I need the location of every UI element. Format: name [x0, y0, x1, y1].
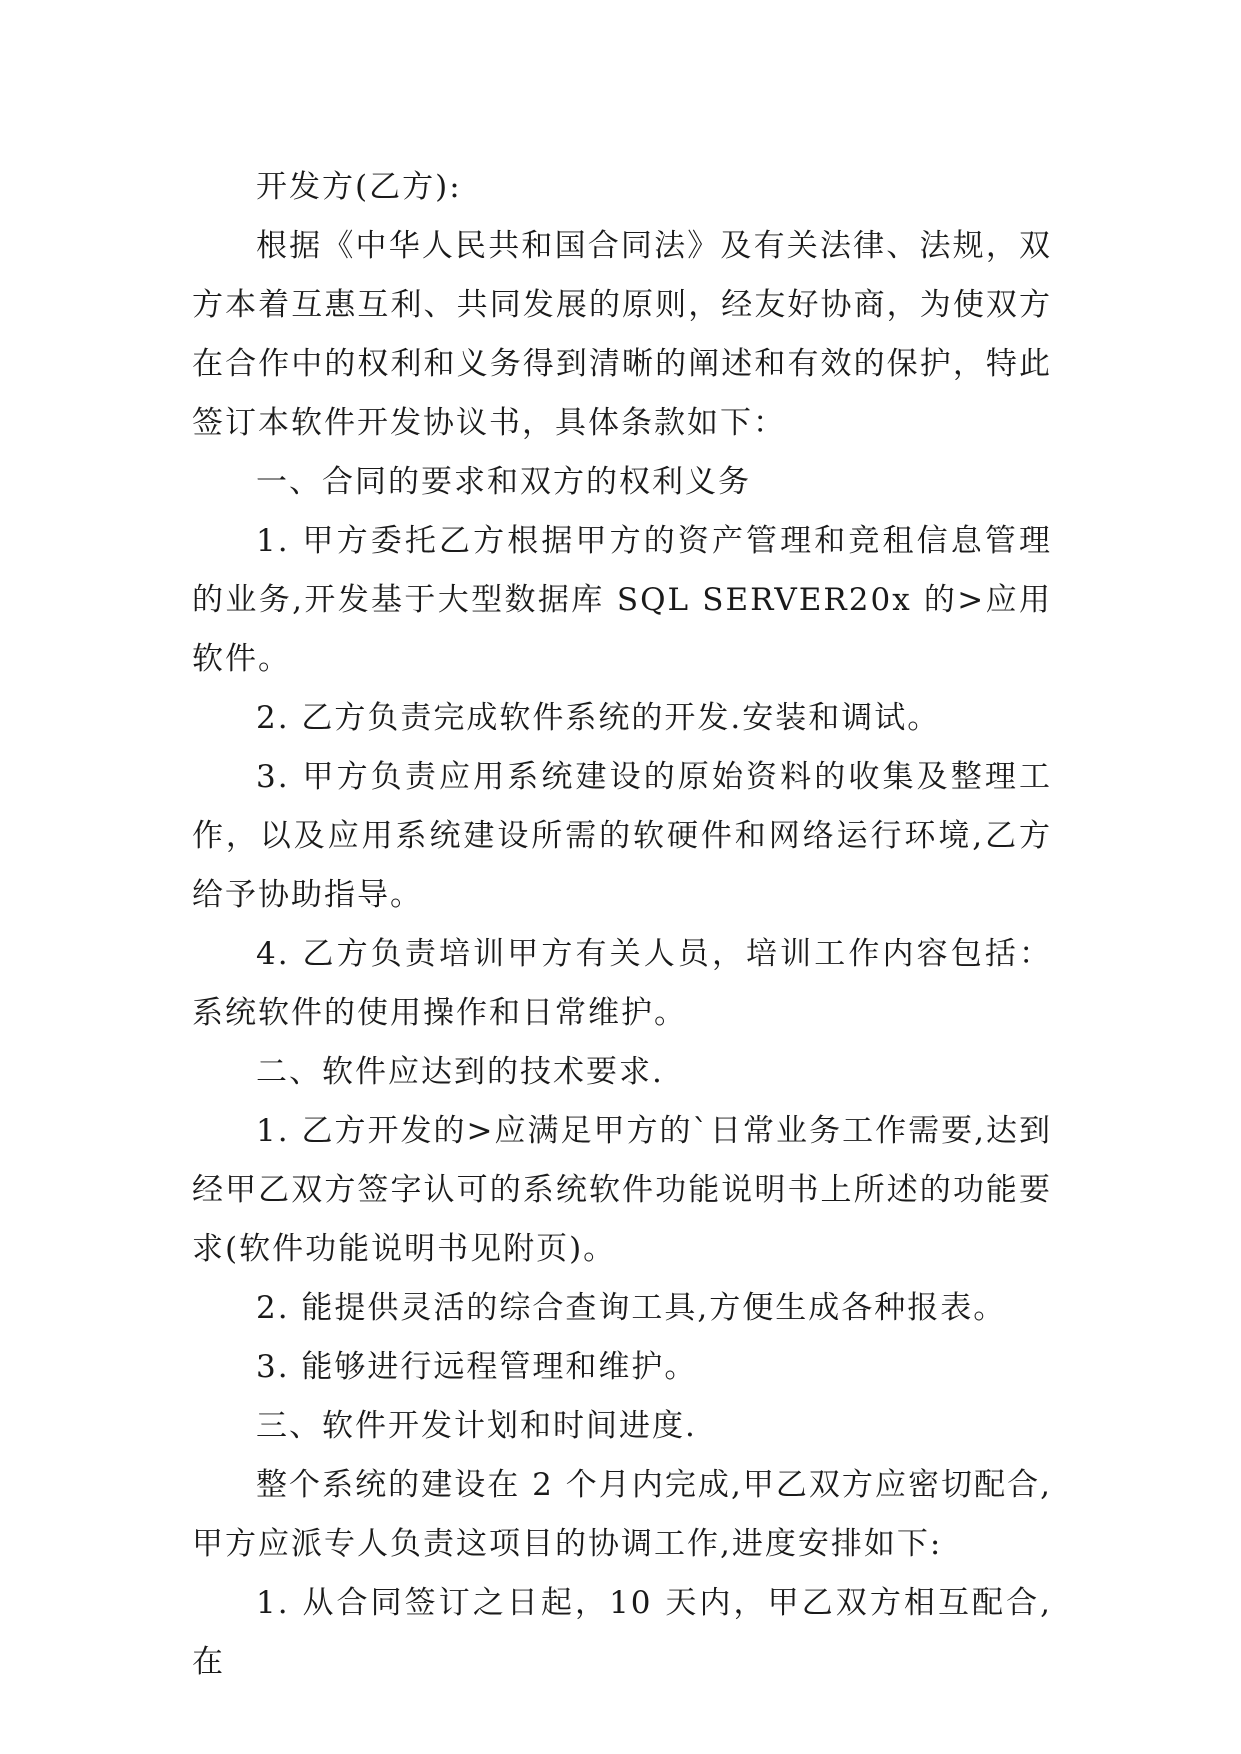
paragraph-developer-party: 开发方(乙方):: [256, 169, 462, 205]
section-heading-3: 三、软件开发计划和时间进度.: [256, 1408, 697, 1444]
clause-2-3: 3. 能够进行远程管理和维护。: [256, 1349, 698, 1385]
paragraph-schedule-intro: 整个系统的建设在 2 个月内完成,甲乙双方应密切配合,甲方应派专人负责这项目的协调工作,进度安排如下:: [192, 1467, 1052, 1562]
clause-3-1: 1. 从合同签订之日起，10 天内，甲乙双方相互配合,在: [192, 1585, 1052, 1680]
clause-1-1: 1. 甲方委托乙方根据甲方的资产管理和竞租信息管理的业务,开发基于大型数据库 SQL SERVER20x 的>应用软件。: [192, 523, 1052, 677]
section-heading-2: 二、软件应达到的技术要求.: [256, 1054, 664, 1090]
clause-1-2: 2. 乙方负责完成软件系统的开发.安装和调试。: [256, 700, 941, 736]
clause-2-1: 1. 乙方开发的>应满足甲方的`日常业务工作需要,达到经甲乙双方签字认可的系统软件功能说明书上所述的功能要求(软件功能说明书见附页)。: [192, 1113, 1052, 1267]
paragraph-preamble: 根据《中华人民共和国合同法》及有关法律、法规，双方本着互惠互利、共同发展的原则，经友好协商，为使双方在合作中的权利和义务得到清晰的阐述和有效的保护，特此签订本软件开发协议书，具体条款如下：: [192, 228, 1052, 441]
document-body: [192, 158, 1052, 1692]
clause-1-3: 3. 甲方负责应用系统建设的原始资料的收集及整理工作，以及应用系统建设所需的软硬件和网络运行环境,乙方给予协助指导。: [192, 759, 1052, 913]
section-heading-1: 一、合同的要求和双方的权利义务: [256, 464, 751, 500]
clause-1-4: 4. 乙方负责培训甲方有关人员，培训工作内容包括：系统软件的使用操作和日常维护。: [192, 936, 1052, 1031]
clause-2-2: 2. 能提供灵活的综合查询工具,方便生成各种报表。: [256, 1290, 1007, 1326]
